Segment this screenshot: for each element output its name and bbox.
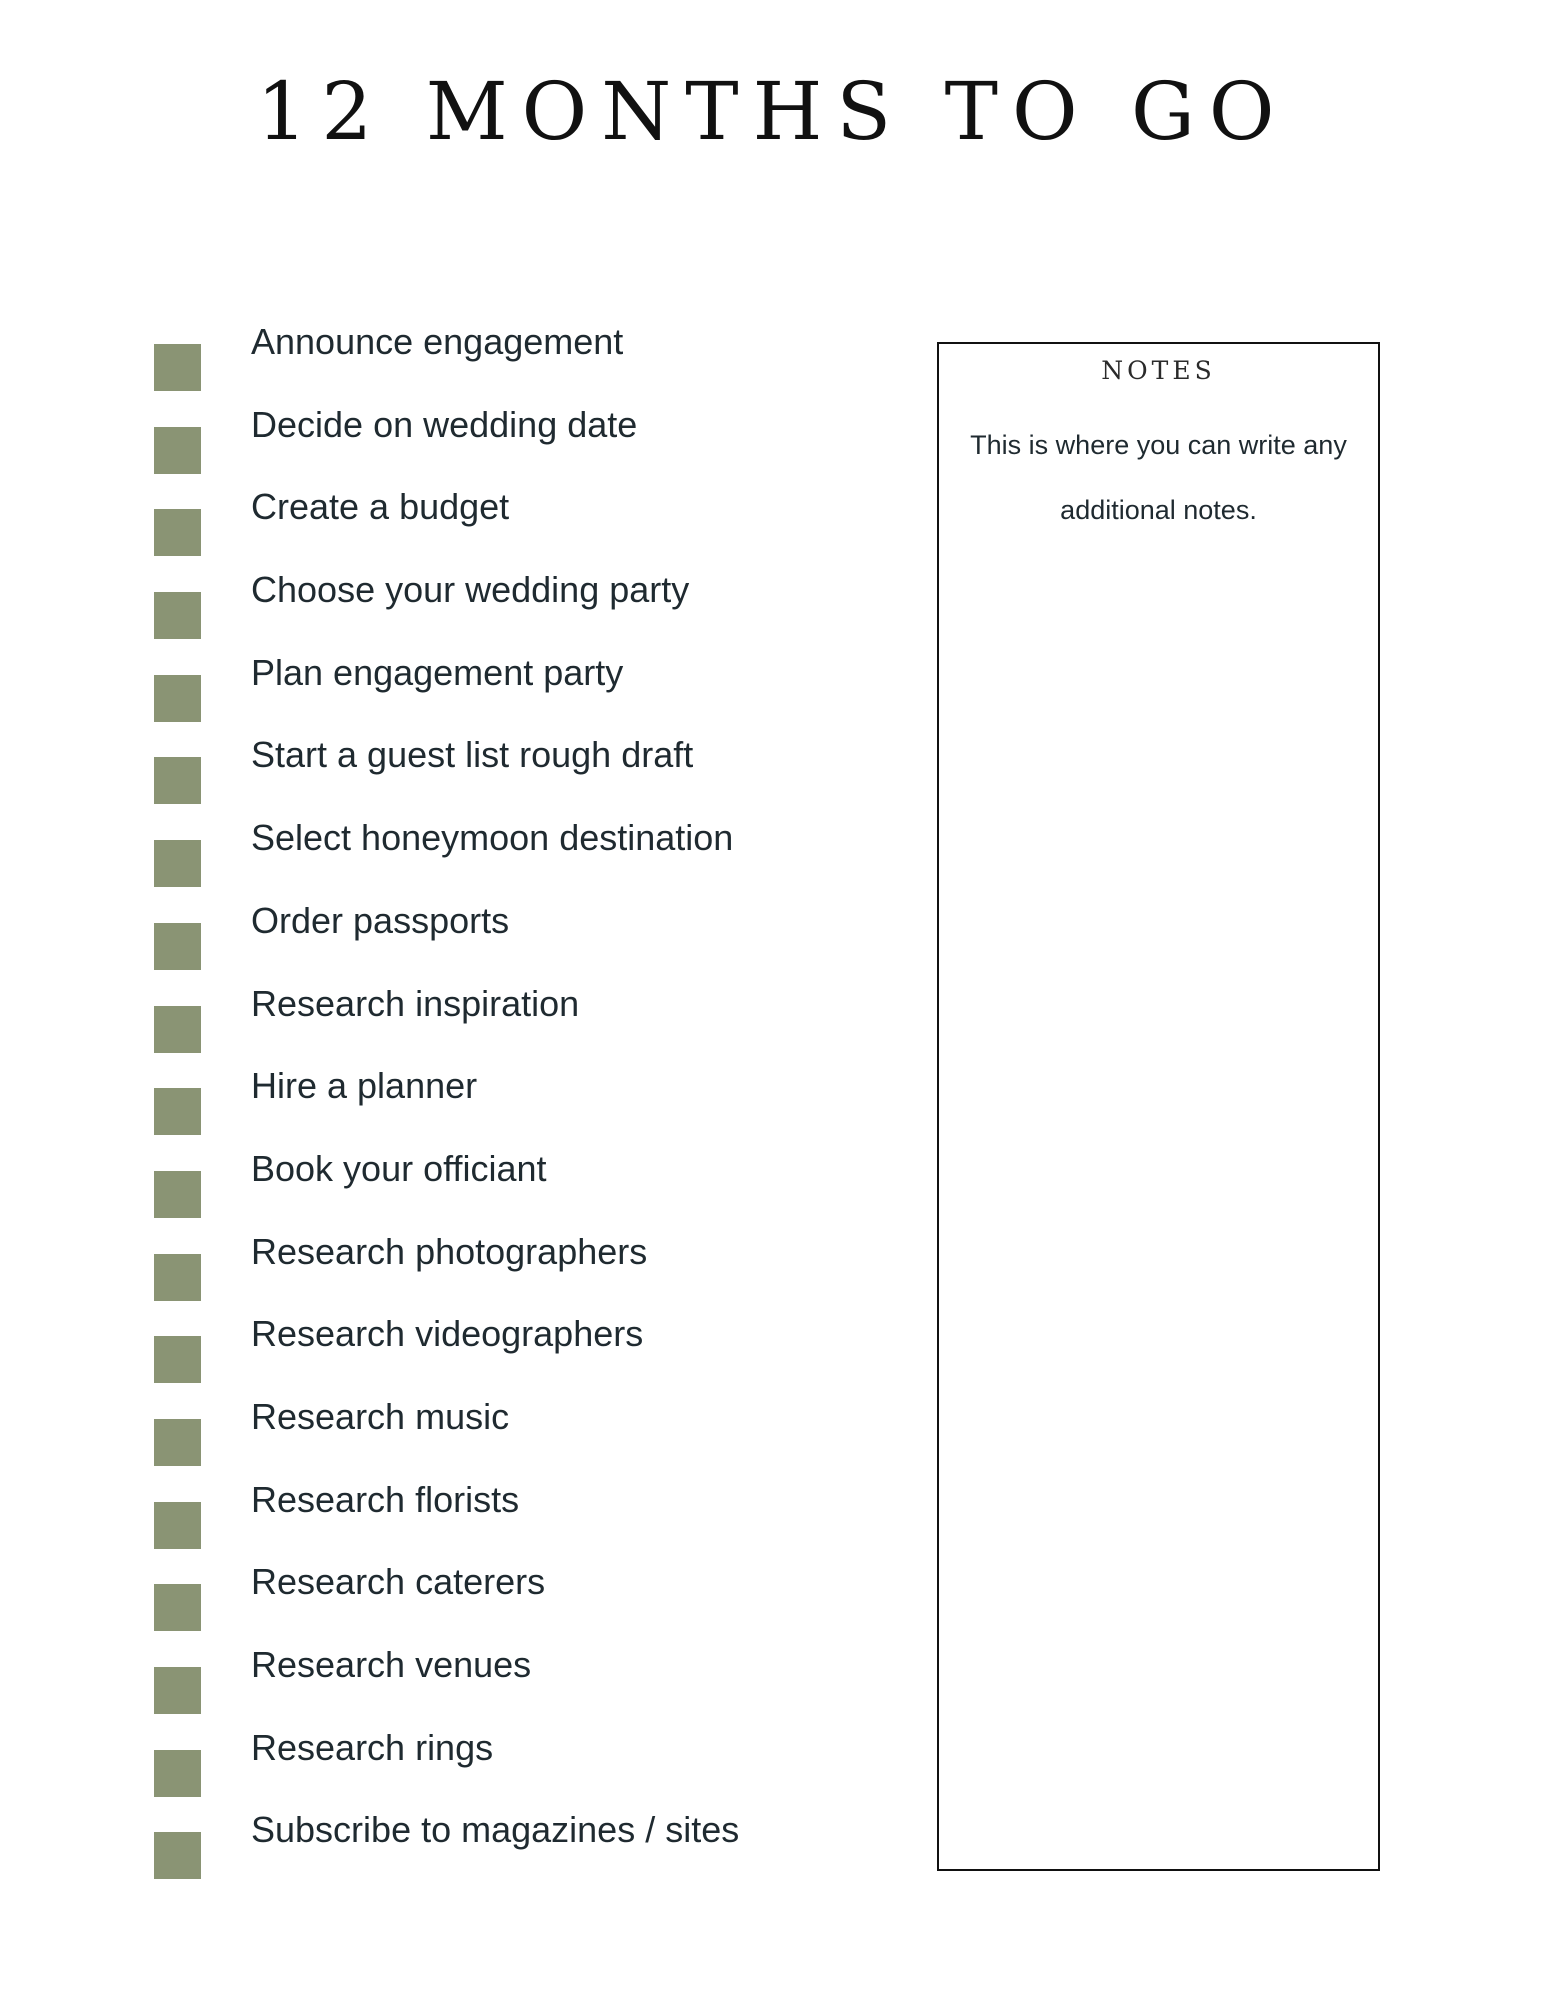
checklist — [154, 320, 834, 1891]
checklist-item — [154, 568, 834, 651]
checklist-item-label: Choose your wedding party — [251, 569, 690, 611]
checklist-item — [154, 733, 834, 816]
checklist-item-label: Decide on wedding date — [251, 403, 638, 445]
checklist-item-label: Research music — [251, 1395, 510, 1437]
checkbox[interactable] — [154, 1667, 201, 1714]
notes-box[interactable] — [937, 342, 1380, 1871]
checklist-item-label: Select honeymoon destination — [251, 817, 734, 859]
checklist-item — [154, 485, 834, 568]
checklist-item-label: Research videographers — [251, 1313, 644, 1355]
checklist-item-label: Hire a planner — [251, 1065, 478, 1107]
checkbox[interactable] — [154, 1006, 201, 1053]
checklist-item-label: Create a budget — [251, 486, 510, 528]
checkbox[interactable] — [154, 1750, 201, 1797]
checklist-item-label: Start a guest list rough draft — [251, 734, 694, 776]
checkbox[interactable] — [154, 1584, 201, 1631]
checklist-item — [154, 1064, 834, 1147]
checklist-item — [154, 1643, 834, 1726]
checkbox[interactable] — [154, 1088, 201, 1135]
checkbox[interactable] — [154, 1419, 201, 1466]
checklist-item — [154, 1395, 834, 1478]
checkbox[interactable] — [154, 923, 201, 970]
checkbox[interactable] — [154, 427, 201, 474]
checklist-item-label: Announce engagement — [251, 321, 624, 362]
checklist-item — [154, 403, 834, 486]
checklist-item-label: Research rings — [251, 1726, 494, 1768]
checklist-item — [154, 1478, 834, 1561]
checkbox[interactable] — [154, 1254, 201, 1301]
checklist-item-label: Research caterers — [251, 1561, 546, 1603]
checklist-item — [154, 816, 834, 899]
checklist-item-label: Plan engagement party — [251, 651, 624, 693]
checklist-item — [154, 1726, 834, 1809]
checklist-item — [154, 982, 834, 1065]
checklist-item-label: Research florists — [251, 1478, 520, 1520]
checklist-item — [154, 899, 834, 982]
checkbox[interactable] — [154, 675, 201, 722]
checkbox[interactable] — [154, 840, 201, 887]
notes-body: This is where you can write any additional notes. — [970, 430, 1347, 525]
checklist-item-label: Subscribe to magazines / sites — [251, 1809, 740, 1851]
page-title: 12 MONTHS TO GO — [256, 65, 1289, 158]
checklist-item — [154, 1560, 834, 1643]
checklist-item — [154, 1312, 834, 1395]
checklist-item — [154, 320, 834, 403]
checkbox[interactable] — [154, 757, 201, 804]
checklist-item — [154, 1808, 834, 1891]
checklist-item-label: Research inspiration — [251, 982, 580, 1024]
checkbox[interactable] — [154, 1171, 201, 1218]
checklist-item-label: Order passports — [251, 899, 510, 941]
checkbox[interactable] — [154, 509, 201, 556]
checkbox[interactable] — [154, 592, 201, 639]
checklist-item-label: Research photographers — [251, 1230, 648, 1272]
checklist-item — [154, 651, 834, 734]
checkbox[interactable] — [154, 344, 201, 391]
checkbox[interactable] — [154, 1336, 201, 1383]
checklist-item-label: Research venues — [251, 1644, 532, 1685]
checklist-item-label: Book your officiant — [251, 1147, 547, 1189]
notes-heading: NOTES — [1101, 356, 1216, 385]
checkbox[interactable] — [154, 1832, 201, 1879]
checkbox[interactable] — [154, 1502, 201, 1549]
checklist-item — [154, 1147, 834, 1230]
checklist-item — [154, 1230, 834, 1313]
